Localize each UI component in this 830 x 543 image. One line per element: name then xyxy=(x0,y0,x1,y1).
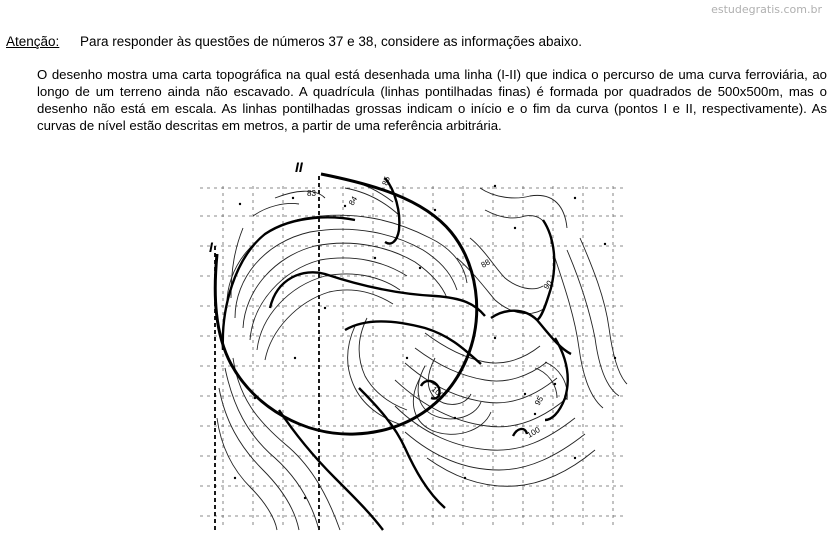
attention-line xyxy=(6,34,583,49)
contour-lines-thin xyxy=(217,178,627,530)
topographic-map-drawing xyxy=(195,158,635,538)
point-end-label: II xyxy=(295,159,303,175)
contour-label: 83 xyxy=(307,189,316,198)
watermark: estudegratis.com.br xyxy=(711,3,822,16)
contour-label: 100 xyxy=(429,384,446,401)
contour-label: 84 xyxy=(346,194,360,207)
contour-label: 95 xyxy=(532,394,546,407)
contour-label: 85 xyxy=(380,175,392,187)
contour-lines-index xyxy=(223,178,571,530)
contour-label: 100 xyxy=(525,425,542,440)
attention-label: Atenção: xyxy=(6,34,60,49)
topographic-map xyxy=(195,158,635,543)
contour-label: 90 xyxy=(541,278,555,292)
attention-text: Para responder às questões de números 37 e 38, considere as informações abaixo. xyxy=(80,34,583,49)
contour-label: 88 xyxy=(479,257,492,270)
point-start-label: I xyxy=(209,239,213,255)
description-paragraph: O desenho mostra uma carta topográfica na qual está desenhada uma linha (I-II) que indica o percurso de uma curva ferroviária, ao longo de um terreno ainda não escavado. A quadrícula (linhas pontilhadas finas) é formada por quadrados de 500x500m, mas o desenho não está em escala. As linhas pontilhadas grossas indicam o início e o fim da curva (pontos I e II, respectivamente). As curvas de nível estão descritas em metros, a partir de uma referência arbitrária. xyxy=(37,67,827,133)
